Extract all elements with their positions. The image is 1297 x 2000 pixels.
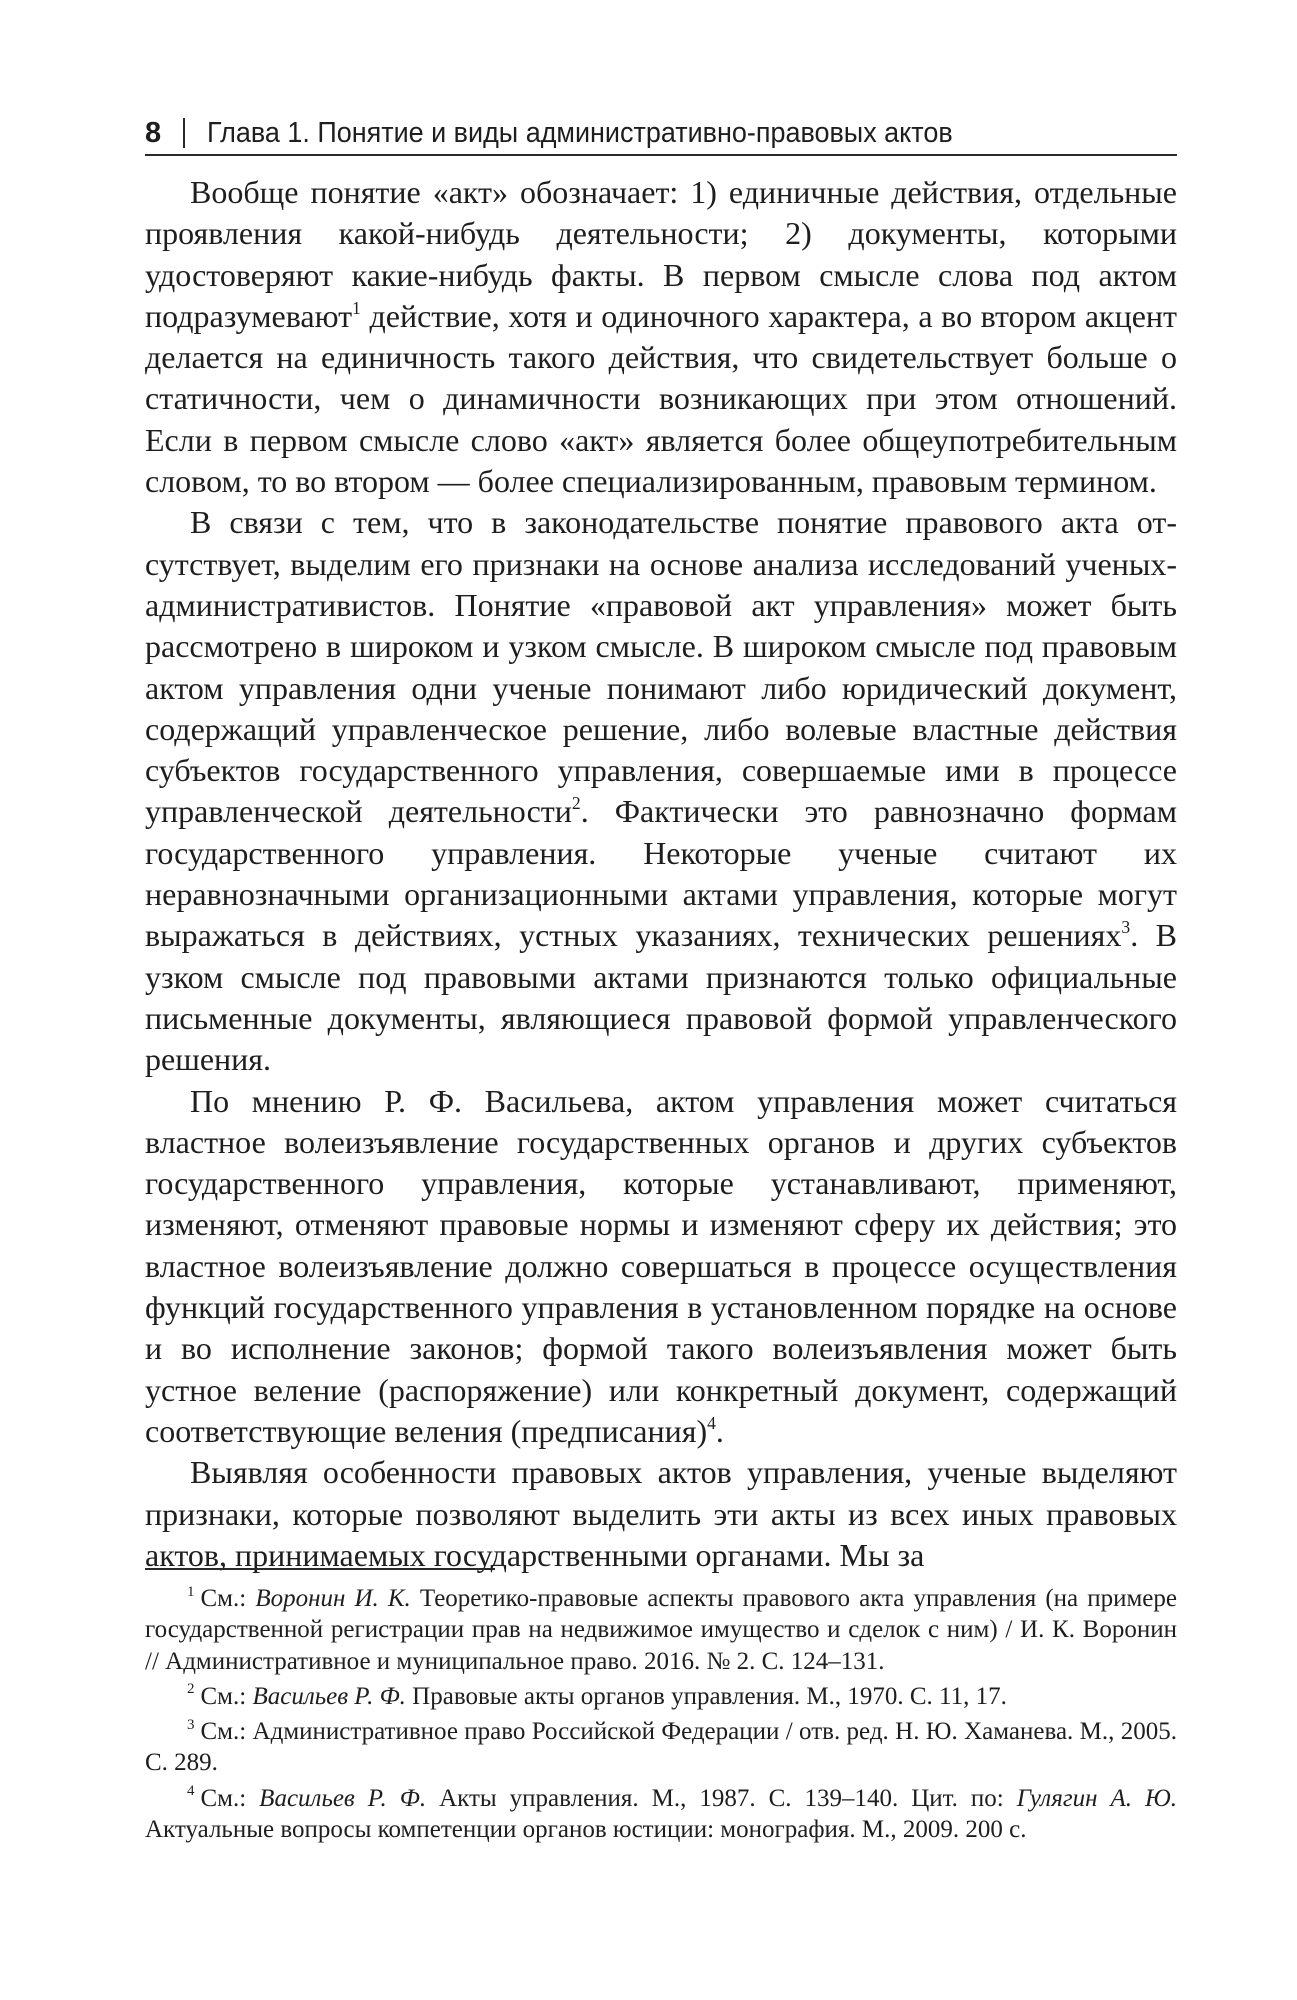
footnote-ref-4: 4 [707, 1412, 716, 1433]
footnote-4-author2: Гулягин А. Ю. [1016, 1784, 1177, 1812]
footnote-4-mid: Акты управления. М., 1987. С. 139–140. Цит. по: [426, 1784, 1017, 1812]
paragraph-3-text-b: . [715, 1412, 724, 1449]
footnote-1-number: 1 [187, 1583, 195, 1600]
paragraph-2-text-b: . Фактически это равнозначно формам государственного управления. Некоторые ученые считают их неравнозначными организационными актами управления, которые могут выражаться в действиях, устных указаниях, технических решениях [145, 793, 1178, 954]
footnote-ref-1: 1 [352, 297, 361, 318]
paragraph-3 [145, 1081, 1177, 1453]
paragraph-3-text-a: По мнению Р. Ф. Васильева, актом управления может считаться властное волеизъявление государственных органов и других субъектов государственного управления, которые устанавливают, применяют, изменяют, отменяют правовые нормы и изменяют сферу их действия; это властное волеизъявление должно совершаться в процессе осуществления функций государственного управления в установленном порядке на основе и во исполнение законов; формой такого волеизъявления может быть устное веление (распоряжение) или конкретный документ, содержащий соответствующие веления (предписания) [145, 1082, 1177, 1449]
paragraph-2 [145, 502, 1177, 1080]
paragraph-4: Выявляя особенности правовых актов управления, ученые выделяют признаки, которые позволяют выделить эти акты из всех иных правовых актов, принимаемых государственными органами. Мы за [145, 1454, 1177, 1573]
footnote-ref-3: 3 [1121, 917, 1131, 938]
footnote-ref-2: 2 [571, 793, 581, 814]
header-separator [183, 118, 185, 148]
paragraph-2-text-c: . В узком смысле под правовыми актами признаются только официальные письменные документы, являющиеся правовой формой управленческого решения. [145, 917, 1178, 1078]
footnote-3-number: 3 [187, 1716, 195, 1733]
footnote-1-text: Теоретико-правовые аспекты правового акта управления (на примере государственной регистрации прав на недвижимое имущество и сделок с ним) / И. К. Воронин // Административное и муниципальное право. 2016. № 2. С. 124–131. [145, 1585, 1177, 1675]
footnote-3 [145, 1716, 1177, 1779]
footnote-divider [145, 1568, 495, 1570]
footnote-3-text: См.: Административное право Российской Федерации / отв. ред. Н. Ю. Хаманева. М., 2005. С. 289. [145, 1718, 1177, 1777]
chapter-title: Глава 1. Понятие и виды административно-правовых актов [207, 117, 953, 149]
paragraph-2-text-a: В связи с тем, что в законодательстве понятие правового акта отсутствует, выделим его признаки на основе анализа исследований ученых-административистов. Понятие «правовой акт управления» может быть рассмотрено в широком и узком смысле. В широком смысле под правовым актом управления одни ученые понимают либо юридический документ, содержащий управленческое решение, либо волевые властные действия субъектов государственного управления, совершаемые ими в процессе управленческой деятельности [145, 504, 1177, 830]
footnote-1-author: Воронин И. К. [255, 1585, 411, 1612]
footnote-4-number: 4 [187, 1783, 195, 1800]
footnote-1-pre: См.: [200, 1585, 256, 1612]
main-text [145, 172, 1177, 1576]
paragraph-1-text-a: Вообще понятие «акт» обозначает: 1) единичные действия, отдельные проявления какой-нибудь деятельности; 2) документы, которыми удостоверяют какие-нибудь факты. В первом смысле слова под актом подразумевают [145, 174, 1177, 334]
footnote-1 [145, 1583, 1177, 1677]
footnote-2-pre: См.: [200, 1682, 253, 1710]
page-number: 8 [145, 117, 162, 149]
footnote-2-text: Правовые акты органов управления. М., 1970. С. 11, 17. [405, 1682, 1007, 1710]
footnote-2-author: Васильев Р. Ф. [252, 1682, 406, 1710]
footnote-2 [145, 1681, 1177, 1712]
paragraph-1 [145, 172, 1177, 502]
footnote-2-number: 2 [187, 1681, 195, 1698]
running-header [145, 112, 1177, 156]
paragraph-1-text-b: действие, хотя и одиночного характера, а во втором акцент делается на единичность такого действия, что свидетельствует больше о статичности, чем о динамичности возникающих при этом отношений. Если в первом смысле слово «акт» является более общеупотребительным словом, то во втором — более специализированным, правовым термином. [145, 297, 1177, 500]
footnote-4 [145, 1783, 1177, 1846]
footnote-4-pre: См.: [200, 1784, 260, 1812]
footnote-4-author: Васильев Р. Ф. [259, 1784, 427, 1812]
footnotes [145, 1583, 1177, 1849]
footnote-4-text: Актуальные вопросы компетенции органов юстиции: монография. М., 2009. 200 с. [145, 1816, 1027, 1844]
